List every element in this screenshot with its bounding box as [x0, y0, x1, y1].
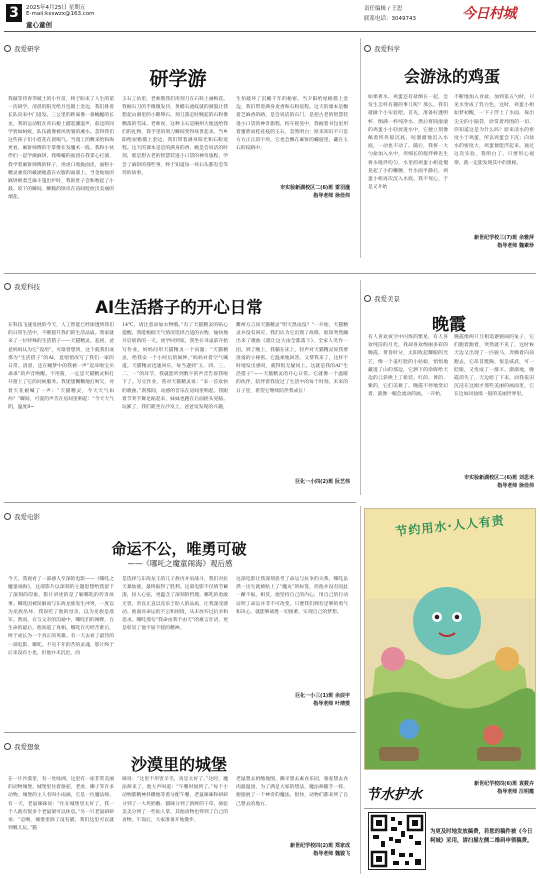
- editor-credit: 责任编辑 / 王思: [364, 6, 403, 12]
- fee-notice: 为更及时地发放稿费，若您的稿件被《今日柯城》采用，请扫描左侧二维码申领稿费。: [430, 829, 533, 844]
- section-tag: 我爱科学: [364, 44, 400, 53]
- qr-code-icon[interactable]: [368, 812, 426, 870]
- article-title: 会游泳的鸡蛋: [403, 67, 500, 86]
- article-body-col1: 我做等待春笋破土的小竹苗，终于盼来了人生的第一次研学。清晨的阳光给月包镀上金边，我们排着长队向来中门进发。三公里的距离像一条蜿蜒的长龙，我的运动鞋在青石板上踏起潮湿声，前边的同学犹如蚂蚁，队伍就像被风吹皱的溪水。忽得我们这些孩子们小霓花在晨喝气。当漫工的敷来给和海更看，麻饼师傅的手掌像在发魔术一般。我和小伙伴们一起学做麻饼，我唏嘘的面团在我掌心打滚，我学着麻饼师傅的样子，用虎口收拢面皮，面粉小精灵顽皮的蔽涵地落在衣服的面部上。当金灿灿的麻饼被着芝麻斗篷出炉时，我的肚子会和咆起了小鼓。咬下的瞬间，酥脆的饼皮在齿间绽放出美丽的烟花。: [8, 97, 114, 201]
- author-line: [216, 692, 350, 708]
- article-study-trip: [4, 38, 356, 263]
- teacher-label: 指导老师: [497, 243, 518, 249]
- school: 市实验新湖校区二(6)班: [280, 185, 334, 191]
- teacher: 魏骏飞: [334, 851, 350, 857]
- masthead-logo: 今日村城: [462, 6, 516, 22]
- teacher-label: 指导老师: [313, 193, 334, 199]
- article-body-col2: 是选择与东海龙王的儿子敖丙并肩战斗，我们对抗天暴仙族，最终取得了胜利。这部电影不仅情节紧凑，扣人心弦，更蕴含了深刻的哲理。哪吒的勇敢无畏，善良正直以及乐于助人的品质，让我深受感动。他面对命运的不公和困境，从未放弃过抗争和追求。哪吒那句“我命由我不由天”的豪言壮语，更是彰显了他不屈不挠的精神。: [122, 577, 228, 632]
- student: 余辰宇: [334, 693, 350, 699]
- article-body-col2: 咪说：“这里不用害羊毛，真是太好了。”这时，魔法师来了，他大声叫道：“午餐时间到了。”每个小动物都精神抖擞地等着分配午餐，老鼠咪咪和研研分到了一大块奶酪，猫咪分到了新鲜的干草，骆驼美美分到了一些仙人掌，其他动物也得到了自己的食物。午饭后，大家准备开始散步，: [122, 777, 228, 824]
- school: 新世纪学校四(2)班: [290, 843, 334, 849]
- teacher-label: 指导老师: [313, 851, 334, 857]
- article-body-col2: 14℃，请注意添加衣物哦。”有了天猫精灵的贴心提醒，我能根据天气情况选择合适的衣物，愉快地开启崭新的一天。放学回到家，我坐在书桌前开始写作业。妈妈问用天猫精灵一个问题：“天猫精灵，给我安一个小时后的闹钟。”妈妈对着空气喊道。天猫精灵迅速回应。每当遇到“五、四、三、二、一”的环节，我就能听到数字的声音告诉我啦下了。写完作业，我对天猫精灵说：“来一首欢快的歌曲。”刹那间，动感的音乐在房间里响起。我跟着节奏手舞足蹈起来，妹妹也跑在后面摇头晃脑。玩累了，我们就坐在沙发上，爸爸发发现的兴趣，: [122, 323, 228, 411]
- student: 阮艺伟: [334, 479, 350, 485]
- section-tag: 我爱电影: [4, 512, 40, 521]
- school: 新世纪学校三(7)班: [474, 235, 518, 241]
- article-title: 命运不公，唯勇可破: [111, 540, 247, 558]
- article-body-col3: 生怕破坏了沉睡千年的秘密。当夕阳给屋檐描上金边，我们带着满身麦香和石粉返程。这天的课本是飘着芝麻香的路，是会说话的石门，是把古老的智慧装进小口袋的神奇旅程。校车摇晃中，我握着书包里用着蜜蔗而桂花枝的玉石，忽然明白：原来知识不只是方方正正的字块，它也会飘在麻饼的螺旋里，藏在玉石的纹路中。: [236, 97, 348, 152]
- section-tag: 我爱科技: [4, 282, 40, 291]
- author-line: [216, 184, 350, 200]
- header-rule: [4, 31, 536, 32]
- page-header: [0, 0, 540, 30]
- issue-date: 2025年4月25日 星期五: [26, 5, 86, 11]
- section-rule: [4, 273, 536, 274]
- teacher: 汪明霞: [518, 789, 534, 795]
- article-title: 研学游: [149, 68, 207, 90]
- teacher: 徐佳伟: [518, 483, 534, 489]
- section-name: 童心童创: [26, 21, 52, 29]
- child-painting: [364, 508, 536, 770]
- teacher: 徐佳伟: [334, 193, 350, 199]
- article-title: 沙漠里的城堡: [130, 755, 227, 774]
- school: 巨化一小四(2)班: [295, 479, 334, 485]
- student: 郑家成: [334, 843, 350, 849]
- student: 袁筱卉: [518, 781, 534, 787]
- article-body-col3: 这部电影让我深刻思考了命运与抗争的关系。哪吒虽然一出生就被贴上了“魔丸”的标签，但他并没有因此一蹶不振。相反，他坚持自己的内心，用自己的行动证明了命运并非不可改变。只要我们拥有足够的勇气和决心，就能够战胜一切困难，实现自己的梦想。: [236, 577, 348, 615]
- contact-email: E-mail:kxswzx@163.com: [26, 11, 95, 17]
- article-swimming-egg: [364, 38, 536, 263]
- section-rule: [4, 502, 356, 503]
- article-body-col1: 在一片沙漠里，有一处绿洲，这里有一座非常美丽的动物城堡。城堡里住着骆驼、老虎、狮子等许多动物。城堡的主人名叫小雨滴，它是一位魔法师。有一天，老鼠咪咪说：“住在城堡里太好了，我一个人就有很多个老鼠洞可以休息。”另一只老鼠研研说：“是啊，城堡里除了没有猫，我们这里可以就到哪儿玩。”猫: [8, 777, 114, 832]
- section-tag: 我爱想象: [4, 742, 40, 751]
- article-subtitle: ——《哪吒之魔童闹海》观后感: [127, 559, 233, 568]
- article-body-col2: 晚霞像两只互相追逐嬉闹的兔子，它们跑着跑着，突然就不见了，这时候天边又出现了一匹骏马，奔腾着向前跑去，它昂首挺胸，很是威武，可一眨眼，又变成了一群羊。渐渐地，晚霞消失了，天边暗了下来，而我依旧沉浸在这刚才那些美丽的画面里，它在这如同仙境一般的美丽世界里。: [454, 335, 534, 398]
- article-body-col1: 在科技飞速发展的今天，人工智能已经渗透到我们的日常生活中，不断提升我们的生活品质。我家就来了一位特殊的生活搭子——天猫精灵。起初，爸爸妈妈认为它“没用”，可谁曾想到，这个就我们成那为“生活搭子”的AI，竟悄悄改写了我们一家的日常。清晨，还在睡梦中的我被一声“起床啦宝贝乖乖”的声音唤醒。不用猜，一定是天猫精灵和打开窗上了它的问候服务。我迷迷糊糊地打呵欠，对着天花板喊了一声：“天猫精灵，今天天气如何？”瞬间，可爱的声音在房间里响起：“今天天气阴，温度8~: [8, 323, 114, 411]
- section-tag: 我爱研学: [4, 44, 40, 53]
- article-body-col2: 不断地加入食盐，加到第五勺时，只见水变成了乳白色，这时，鸡蛋小姐如梦初醒，一下子浮上了水面，探出尖尖的小脑袋，欣赏着周围的一切。你知道这是为什么吗？原来清水的密度小于鸡蛋，所以鸡蛋会下沉；向盐水的密度大，鸡蛋便能浮起来。通过这次实验，我明白了，只要用心观察，就一定能发现其中的奥秘。: [454, 95, 534, 166]
- article-ai-partner: [4, 276, 356, 498]
- student: 刘思米: [518, 475, 534, 481]
- article-body-col2: 玉石工坊里，老师教我们用刻刀在石料上画梅花。我握石刀的手微微发抖，黄蜡石流纹就的颜貌让我想起山涧里的小鹅卵石。刻刀游走时腕起的石粉像飘落的雪沫。老师说，这种玉石是阑州大地送给我们的礼物，我手里的刻刀瞬间变得珍贵起来。当乡阳给屋檐描上金边，我们带着满身阳光和石粉返程。这天的课本是是的满身的香，她是会说话的时刻，那是想古老的智慧装进小口袋的神奇旅程，学会了麻饼的那些事，终于知道每一块石头都有会等待的故事。: [122, 97, 228, 176]
- column-divider: [360, 506, 361, 874]
- teacher-label: 指导老师: [497, 789, 518, 795]
- teacher: 叶靖雯: [334, 701, 350, 707]
- column-divider: [360, 38, 361, 258]
- article-body-col3: 衢州方言同天猫精灵“明天黑雨没？”一开始，天猫精灵并没有回应，我们认为它出现了故障，谁知突然蹦出来了歌曲《就让这大雨全都落下》，全家人笑作一团。到了晚上，我躺在床上，轻声对天猫精灵说我要准备的小秘密。它温柔地回答，又帮我来了，这样不时地发出感叹，就得很无疑问上。这就是我的AI“生活搭子”——天猫精灵的开心日常。它就像一个温暖的伙伴，陪伴着我度过了生活中的每个时刻，未来的日子里，希望它继续陪伴我成长！: [236, 323, 348, 394]
- school: 巨化一小三(1)班: [295, 693, 334, 699]
- teacher-label: 指导老师: [313, 701, 334, 707]
- author-line: [216, 842, 350, 858]
- article-body-col3: 老鼠想去奶酪地图，狮羊想去素食乐园，骆驼想去食肉器温园，为了满足大家的想法，魔法师随手一挥，便施展了一个神奇的魔法，很快，动物们都来到了自己想去的地方。: [236, 777, 348, 807]
- teacher-label: 指导老师: [497, 483, 518, 489]
- painting-title: 节水护水: [366, 787, 422, 803]
- page-number: 3: [6, 4, 22, 22]
- column-divider: [360, 280, 361, 495]
- painting-slogan: 节约用水·人人有责: [394, 513, 506, 539]
- author-line: [434, 234, 534, 250]
- student: 雷羽潼: [334, 185, 350, 191]
- article-body-col1: 如果将水、鸡蛋还有盐倒在一起，会发生怎样有趣的事儿呢？那么，我们就做个小实验吧。首先，准备好透明杯、倒满一杯纯净水、然后将圆滚滚的鸡蛋小小轻放进水中，它便立刻像佩着铁块般沉底，咕溜溜地沉入水底，一动也不动了。随后，我将一大勺盐加入水中，用细长的搅拌棒先生将水搅拌均匀，水里的鸡蛋小姐竟慢晃起了小的懒腰，竹水面平静后，鸡蛋小姐再次沉入水底。我不死心，于是又开始: [368, 95, 448, 191]
- article-title: 晚霞: [432, 315, 466, 335]
- author-line: [434, 474, 534, 490]
- article-desert-castle: [4, 736, 356, 876]
- painting-author-line: [430, 780, 534, 796]
- section-tag: 我爱美景: [364, 294, 400, 303]
- editor-phone: 联系电话：3049743: [364, 16, 416, 22]
- student: 余雅萍: [518, 235, 534, 241]
- article-title: AI生活搭子的开心日常: [95, 298, 263, 317]
- author-line: [216, 478, 350, 486]
- article-body-col1: 今天，我观看了一部感人至深的电影——《哪吒之魔童闹海》，这部影片以深刻的主题思想给我留下了深刻的印象。影片讲述的是了解哪吒的传奇故事。哪吒因被误解而与东海龙族发生冲突，一度以为龙族吊坏，我误吃了他的母亲，以为龙族是敌军。然而，在与父亲的沟通中，哪吒们的阐释，在生命的最后，他知道了真相。哪吒在历经苦难后，终于成长为一个真正的英雄。有一天去看了最热的一部电影，哪吒。不见千年的苦的灵魂，影片终于后来没有小也，但他并未沉沦，而: [8, 577, 114, 656]
- school: 新世纪学校四(6)班: [474, 781, 518, 787]
- painting-illustration: [365, 509, 535, 769]
- school: 市实验新湖校区二(6)班: [464, 475, 518, 481]
- section-rule: [364, 808, 536, 809]
- section-rule: [4, 732, 356, 733]
- article-sunset-glow: [364, 288, 536, 498]
- teacher: 魏素珍: [518, 243, 534, 249]
- article-body-col1: 有人喜欢夜空中闪烁的繁星，有人喜欢纯洁的月光，我却喜欢绚丽多彩的晚霞。黄昏时分，太阳收起耀眼的光芒，像一个羞红脸的小姑娘，悄悄地藏进了山的那边，它洒下的余晖给天边的云彩换上了新装。红的、黄的、紫的，它们美极了。晚霞不停地变幻着，就像一幅会流动的画。一开始，: [368, 335, 448, 398]
- article-movie-review: [4, 506, 356, 728]
